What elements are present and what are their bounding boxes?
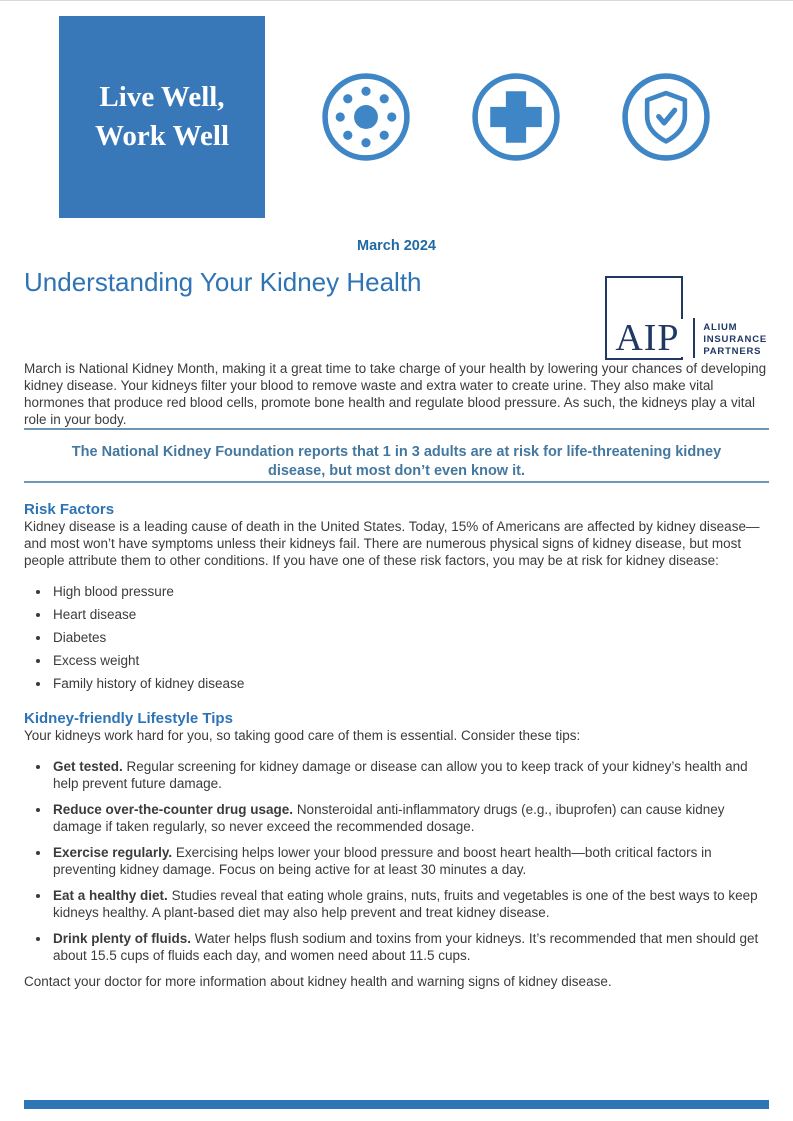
tip-lead: Reduce over-the-counter drug usage. [53, 802, 294, 817]
logo-word-insurance: INSURANCE [703, 334, 767, 345]
tip-text: Studies reveal that eating whole grains, nuts, fruits and vegetables is one of the best ways to keep kidneys healthy. A plant-based diet may also help prevent and treat kidney disease. [53, 888, 758, 920]
list-item: • Excess weight [51, 652, 769, 669]
list-item: • Heart disease [51, 606, 769, 623]
risk-factors-heading: Risk Factors [24, 501, 115, 518]
list-item [51, 758, 769, 792]
footer-accent-bar [24, 1100, 769, 1109]
tip-text: Water helps flush sodium and toxins from your kidneys. It’s recommended that men should get about 15.5 cups of fluids each day, and women need about 11.5 cups. [53, 931, 759, 963]
tip-lead: Eat a healthy diet. [53, 888, 168, 903]
list-item [51, 844, 769, 878]
banner-title-line1: Live Well, [99, 80, 225, 113]
masthead-icon-row [320, 71, 712, 163]
risk-factors-list [24, 583, 769, 692]
page-title: Understanding Your Kidney Health [24, 267, 422, 297]
aip-logo [605, 276, 767, 360]
aip-logo-square [605, 276, 683, 360]
list-item: • Diabetes [51, 629, 769, 646]
germ-icon [320, 71, 412, 163]
aip-monogram: AIP [615, 319, 683, 357]
tip-lead: Get tested. [53, 759, 123, 774]
lifestyle-tips-heading: Kidney-friendly Lifestyle Tips [24, 710, 233, 727]
list-item: • High blood pressure [51, 583, 769, 600]
tip-lead: Drink plenty of fluids. [53, 931, 192, 946]
tip-lead: Exercise regularly. [53, 845, 173, 860]
list-item [51, 887, 769, 921]
risk-factors-paragraph: Kidney disease is a leading cause of death in the United States. Today, 15% of Americans are affected by kidney disease—and most won’t have symptoms unless their kidneys fail. There are numerous physical signs of kidney disease, but most people attribute them to other conditions. If you have one of these risk factors, you may be at risk for kidney disease: [24, 519, 760, 568]
logo-divider [693, 318, 695, 358]
newsletter-banner [59, 16, 265, 218]
list-item [51, 930, 769, 964]
banner-title-line2: Work Well [94, 120, 229, 152]
logo-word-partners: PARTNERS [703, 346, 762, 357]
closing-paragraph: Contact your doctor for more information about kidney health and warning signs of kidney disease. [24, 974, 612, 989]
medical-cross-icon [470, 71, 562, 163]
list-item: • Family history of kidney disease [51, 675, 769, 692]
lifestyle-tips-paragraph: Your kidneys work hard for you, so taking good care of them is essential. Consider these tips: [24, 728, 581, 743]
tip-text: Nonsteroidal anti-inflammatory drugs (e.g., ibuprofen) can cause kidney damage if taken regularly, so never exceed the recommended dosage. [53, 802, 725, 834]
list-item [51, 801, 769, 835]
issue-date: March 2024 [357, 238, 436, 254]
callout-rule-bottom [24, 481, 769, 483]
title-row [24, 268, 769, 360]
callout-text: The National Kidney Foundation reports that 1 in 3 adults are at risk for life-threatening kidney disease, but most don’t even know it. [71, 444, 722, 479]
lifestyle-tips-list [24, 758, 769, 964]
masthead [24, 16, 769, 218]
shield-check-icon [620, 71, 712, 163]
callout-rule-top [24, 428, 769, 430]
intro-paragraph: March is National Kidney Month, making it a great time to take charge of your health by lowering your chances of developing kidney disease. Your kidneys filter your blood to remove waste and extra water to create urine. They also make vital hormones that produce red blood cells, promote bone health and regulate blood pressure. As such, the kidneys play a vital role in your body. [24, 361, 767, 427]
tip-text: Regular screening for kidney damage or disease can allow you to keep track of your kidney’s health and help prevent future damage. [53, 759, 748, 791]
banner-title [95, 78, 229, 156]
aip-logo-words [703, 322, 767, 358]
tip-text: Exercising helps lower your blood pressure and boost heart health—both critical factors in preventing kidney damage. Focus on being active for at least 30 minutes a day. [53, 845, 712, 877]
logo-word-alium: ALIUM [703, 322, 738, 333]
